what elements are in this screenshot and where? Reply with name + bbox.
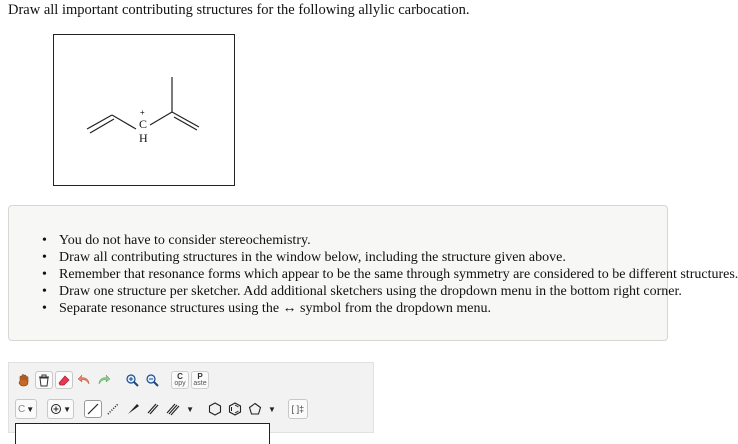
cyclohexane-icon[interactable] xyxy=(206,400,224,418)
chevron-down-icon: ▼ xyxy=(26,404,35,414)
sketcher-canvas[interactable] xyxy=(15,423,270,444)
triple-bond-tool[interactable] xyxy=(164,400,182,418)
instruction-item: • Separate resonance structures using the ↔ symbol from the dropdown menu. xyxy=(59,300,738,317)
instructions-panel xyxy=(8,205,738,341)
carbocation-charge: + xyxy=(140,108,145,117)
double-bond-tool[interactable] xyxy=(144,400,162,418)
sketcher-toolbar-top xyxy=(15,369,209,391)
chevron-down-icon[interactable]: ▼ xyxy=(268,404,276,414)
element-value: C xyxy=(18,403,26,415)
copy-label-top: C xyxy=(177,372,183,381)
single-bond-tool[interactable] xyxy=(84,400,102,418)
erase-all-icon[interactable] xyxy=(35,371,53,389)
hashed-bond-tool[interactable] xyxy=(104,400,122,418)
chevron-down-icon[interactable]: ▼ xyxy=(186,404,194,414)
wedge-bond-tool[interactable] xyxy=(124,400,142,418)
charge-select[interactable] xyxy=(47,399,74,419)
copy-label-bottom: opy xyxy=(174,380,186,387)
undo-icon[interactable] xyxy=(75,371,93,389)
molecule-structure xyxy=(53,34,235,186)
paste-label-bottom: aste xyxy=(193,380,207,387)
element-select[interactable] xyxy=(15,399,37,419)
sketcher-panel xyxy=(8,362,374,433)
copy-button[interactable] xyxy=(171,371,189,389)
hand-icon[interactable] xyxy=(15,371,33,389)
paste-button[interactable] xyxy=(191,371,209,389)
atom-label-c: C xyxy=(139,117,148,131)
bracket-tool[interactable]: [ ]‡ xyxy=(288,399,308,419)
paste-label-top: P xyxy=(197,372,203,381)
sketcher-toolbar-bottom xyxy=(15,398,308,420)
plus-charge-icon xyxy=(50,403,62,415)
question-text: Draw all important contributing structures for the following allylic carbocation. xyxy=(8,2,470,18)
instruction-item: • Remember that resonance forms which appear to be the same through symmetry are considered to be different structures. xyxy=(59,266,738,283)
instruction-item: • Draw all contributing structures in the window below, including the structure given above. xyxy=(59,249,738,266)
cyclopentane-icon[interactable] xyxy=(246,400,264,418)
eraser-icon[interactable] xyxy=(55,371,73,389)
zoom-in-icon[interactable] xyxy=(123,371,141,389)
instruction-item: • Draw one structure per sketcher. Add additional sketchers using the dropdown menu in the bottom right corner. xyxy=(59,283,738,300)
redo-icon[interactable] xyxy=(95,371,113,389)
instructions-list xyxy=(9,232,738,317)
chevron-down-icon: ▼ xyxy=(63,404,72,414)
zoom-out-icon[interactable] xyxy=(143,371,161,389)
instruction-item: • You do not have to consider stereochemistry. xyxy=(59,232,738,249)
benzene-icon[interactable] xyxy=(226,400,244,418)
atom-label-h: H xyxy=(139,131,148,145)
